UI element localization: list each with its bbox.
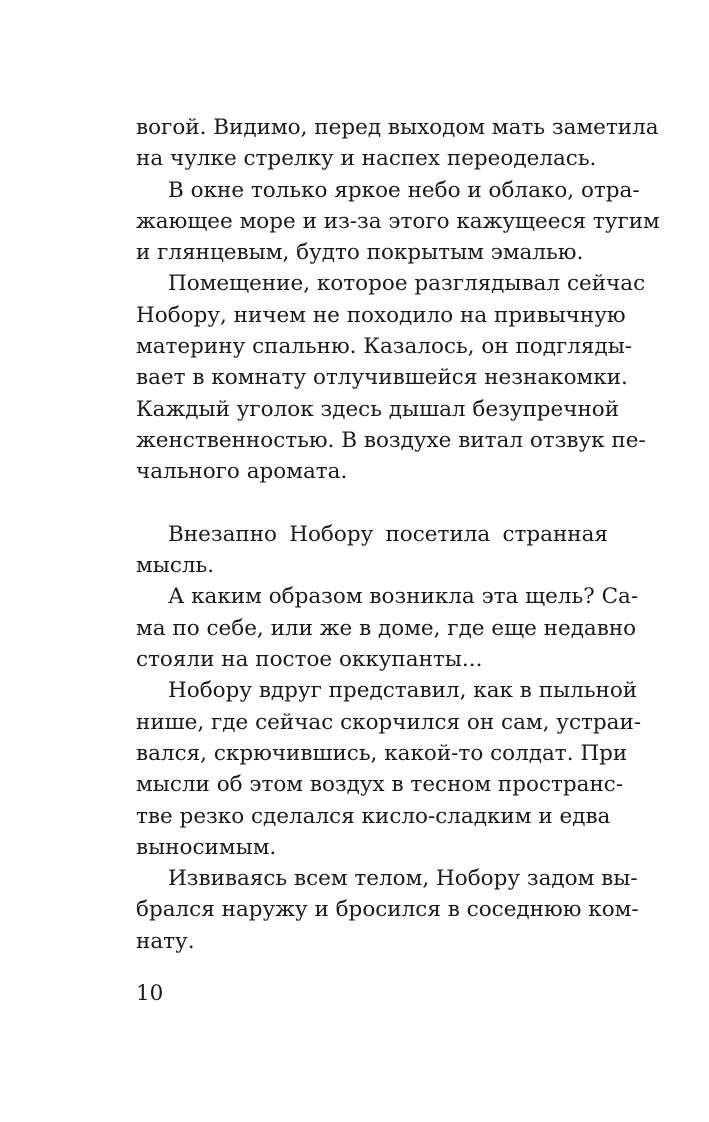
paragraph-5 [136,581,639,675]
text-line: вался, скрючившись, какой-то солдат. При [136,740,628,766]
paragraph-1 [136,112,659,175]
paragraph-3 [136,268,646,487]
text-line: мысли об этом воздух в тесном пространс- [136,772,624,798]
text-line: на чулке стрелку и наспех переоделась. [136,146,597,172]
text-line: нату. [136,928,195,954]
text-line: А каким образом возникла эта щель? Са- [168,584,639,610]
text-line: Извиваясь всем телом, Нобору задом вы- [168,866,638,892]
section-break [136,488,608,519]
text-line: Помещение, которое разглядывал сейчас [168,271,646,297]
paragraph-7 [136,863,639,957]
text-line: вогой. Видимо, перед выходом мать заметила [136,115,659,140]
text-line: материну спальню. Казалось, он подгляды- [136,334,633,360]
text-line: Нобору вдруг представил, как в пыльной [168,678,638,704]
text-line: тве резко сделался кисло-сладким и едва [136,803,611,829]
text-line: Каждый уголок здесь дышал безупречной [136,396,620,422]
text-line: ма по себе, или же в доме, где еще недавно [136,615,637,641]
text-line: жающее море и из-за этого кажущееся тугим [136,208,660,234]
text-line: Нобору, ничем не походило на привычную [136,302,626,328]
text-line: чального аромата. [136,459,348,485]
text-line: женственностью. В воздухе витал отзвук пе- [136,427,646,453]
text-line: мысль. [136,553,215,579]
text-line: и глянцевым, будто покрытым эмалью. [136,240,584,266]
paragraph-4 [136,519,608,582]
text-line: вает в комнату отлучившейся незнакомки. [136,365,628,391]
paragraph-6 [136,675,642,863]
page-body [136,112,660,957]
text-line: В окне только яркое небо и облако, отра- [168,177,640,203]
text-line: брался наружу и бросился в соседнюю ком- [136,897,639,923]
paragraph-2 [136,175,660,269]
text-line: нише, где сейчас скорчился он сам, устраи- [136,709,642,735]
text-line: стояли на постое оккупанты... [136,647,483,673]
text-line: выносимым. [136,834,277,860]
text-line: Внезапно Нобору посетила странная [168,521,608,547]
page-number: 10 [136,981,164,1006]
